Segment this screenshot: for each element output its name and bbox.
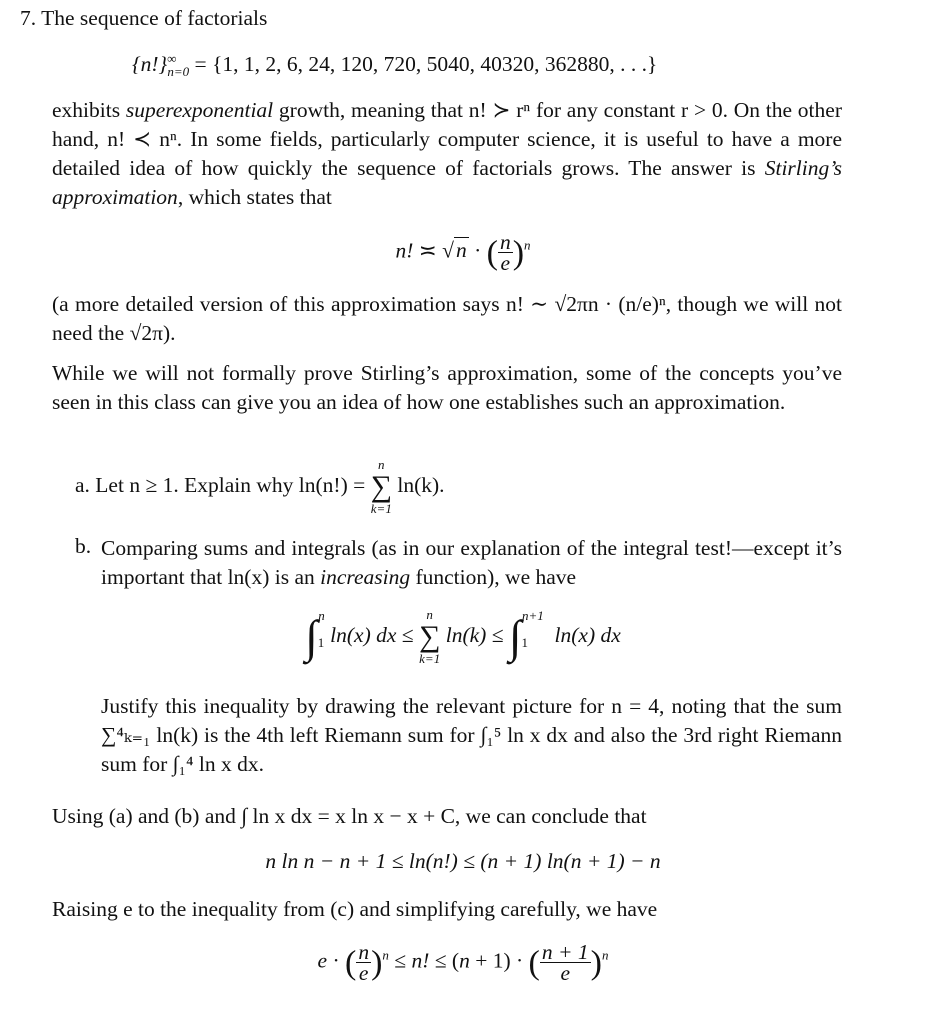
integral-inequality: $\int_1^n$ ln(x) dx ≤ n ∑ k=1 $\ln(k) \le \int_1^{n+1}$ ln(x) dx bbox=[305, 607, 621, 666]
final-inequality: e · ( $\frac{n}{e}$ )$^n$ ≤ n! ≤ (n + 1) · ( $\frac{n + 1}{e}$ )$^n$ bbox=[317, 940, 609, 985]
intro-emphasis: superexponential bbox=[125, 98, 274, 122]
problem-title: The sequence of factorials bbox=[41, 6, 268, 30]
intro-text-2: growth, meaning that n! ≻ rⁿ for any constant r > 0. On the other hand, n! ≺ nⁿ. In some fields, particularly computer science, it is useful to have a more detailed idea of how quickly the sequence of factorials grows. The answer is bbox=[52, 98, 842, 180]
intro-text-1: exhibits bbox=[52, 98, 126, 122]
part-b-intro bbox=[101, 534, 842, 592]
problem-number: 7. bbox=[20, 6, 37, 30]
part-a-sum-term: ln(k). bbox=[397, 472, 445, 497]
using-paragraph: Using (a) and (b) and ∫ ln x dx = x ln x − x + C, we can conclude that bbox=[52, 804, 647, 828]
intro-text-3: , which states that bbox=[177, 185, 332, 209]
problem-heading bbox=[20, 6, 926, 31]
part-b-label: b. bbox=[75, 534, 92, 558]
log-inequality: n ln n − n + 1 ≤ ln(n!) ≤ (n + 1) ln(n + 1) − n bbox=[265, 849, 661, 873]
part-b-text-2: function), we have bbox=[410, 565, 577, 589]
stirling-emphasis: Stirling’s approximation bbox=[52, 156, 842, 209]
intro-paragraph bbox=[52, 96, 842, 212]
part-a-text: Let n ≥ 1. Explain why ln(n!) = bbox=[95, 472, 366, 497]
detail-paragraph: (a more detailed version of this approximation says n! ∼ √2πn · (n/e)ⁿ, though we will not need the √2π). bbox=[52, 292, 842, 345]
increasing-emphasis: increasing bbox=[320, 565, 411, 589]
justify-paragraph: Justify this inequality by drawing the relevant picture for n = 4, noting that the sum ∑⁴ₖ₌₁ ln(k) is the 4th left Riemann sum for ∫₁⁵ ln x dx and also the 3rd right Riemann sum for ∫₁⁴ ln x dx. bbox=[101, 694, 842, 776]
sequence-values: {1, 1, 2, 6, 24, 120, 720, 5040, 40320, 362880, . . .} bbox=[212, 52, 658, 76]
prove-paragraph: While we will not formally prove Stirling’s approximation, some of the concepts you’ve seen in this class can give you an idea of how one establishes such an approximation. bbox=[52, 361, 842, 414]
part-b-text-1: Comparing sums and integrals (as in our explanation of the integral test!—except it’s important that ln(x) is an bbox=[101, 536, 842, 589]
sequence-display: $\{n!\}^\infty_{n=0} = \{1$, 1, 2, 6, 24, 120, 720, 5040, 40320, 362880, . . .} bbox=[132, 50, 658, 80]
stirling-formula: n! ≍ √n · ( $\frac{n}{e}$ )$^n$ bbox=[395, 230, 531, 275]
part-a-label: a. bbox=[75, 472, 90, 497]
part-a: a. Let n ≥ 1. Explain why ln(n!) = n ∑ k=1 ln(k). bbox=[75, 457, 445, 516]
raising-paragraph: Raising e to the inequality from (c) and simplifying carefully, we have bbox=[52, 897, 658, 921]
